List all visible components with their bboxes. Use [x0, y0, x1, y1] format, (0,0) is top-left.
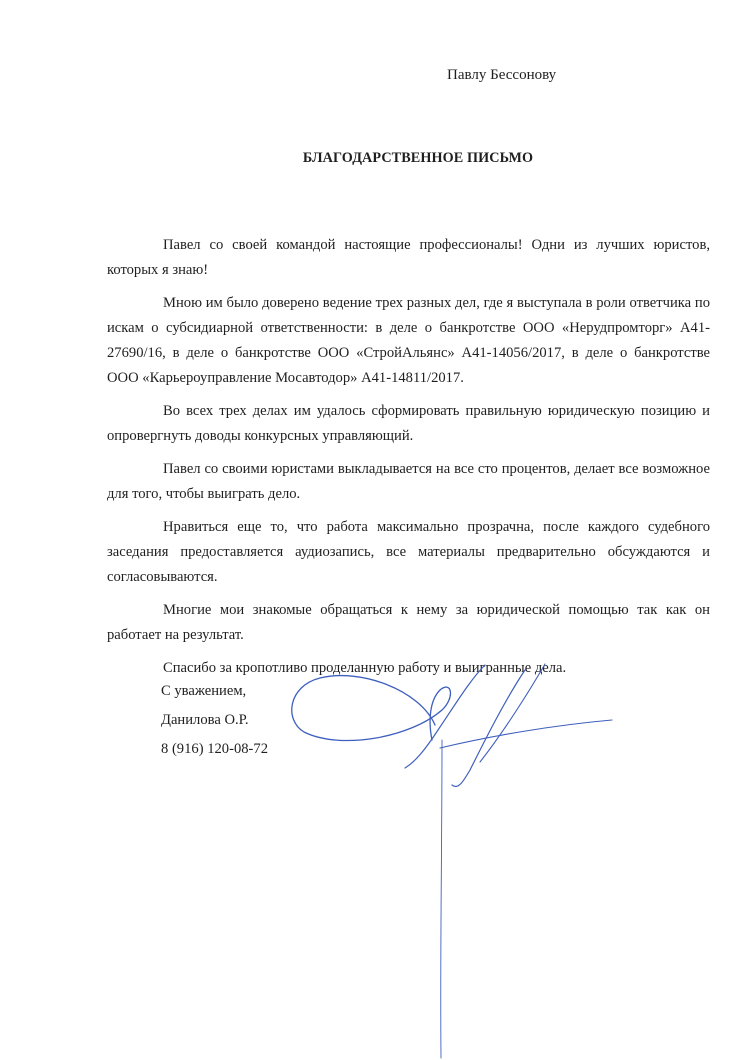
paragraph: Мною им было доверено ведение трех разных дел, где я выступала в роли ответчика по искам о субсидиарной ответственности: в деле о банкротстве ООО «Нерудпромторг» А41-27690/16, в деле о банкротстве ООО «СтройАльянс» А41-14056/2017, в деле о банкротстве ООО «Карьероуправление Мосавтодор» А41-14811/2017.	[107, 295, 710, 386]
addressee: Павлу Бессонову	[447, 67, 557, 83]
letter-body	[107, 233, 710, 689]
paragraph: Павел со своими юристами выкладывается на все сто процентов, делает все возможное для того, чтобы выиграть дело.	[107, 461, 710, 502]
handwritten-signature	[280, 650, 620, 1060]
paragraph: Павел со своей командой настоящие профессионалы! Одни из лучших юристов, которых я знаю!	[107, 237, 710, 278]
paragraph: Спасибо за кропотливо проделанную работу и выигранные дела.	[163, 660, 567, 676]
paragraph: Многие мои знакомые обращаться к нему за юридической помощью так как он работает на результат.	[107, 602, 710, 643]
signer-name: Данилова О.Р.	[161, 712, 249, 728]
paragraph: Во всех трех делах им удалось сформировать правильную юридическую позицию и опровергнуть доводы конкурсных управляющий.	[107, 403, 710, 444]
regards-line: С уважением,	[161, 683, 247, 699]
signer-phone: 8 (916) 120-08-72	[161, 741, 269, 757]
closing-block	[161, 677, 268, 764]
paragraph: Нравиться еще то, что работа максимально прозрачна, после каждого судебного заседания предоставляется аудиозапись, все материалы предварительно обсуждаются и согласовываются.	[107, 519, 710, 585]
letter-title: БЛАГОДАРСТВЕННОЕ ПИСЬМО	[302, 150, 534, 166]
